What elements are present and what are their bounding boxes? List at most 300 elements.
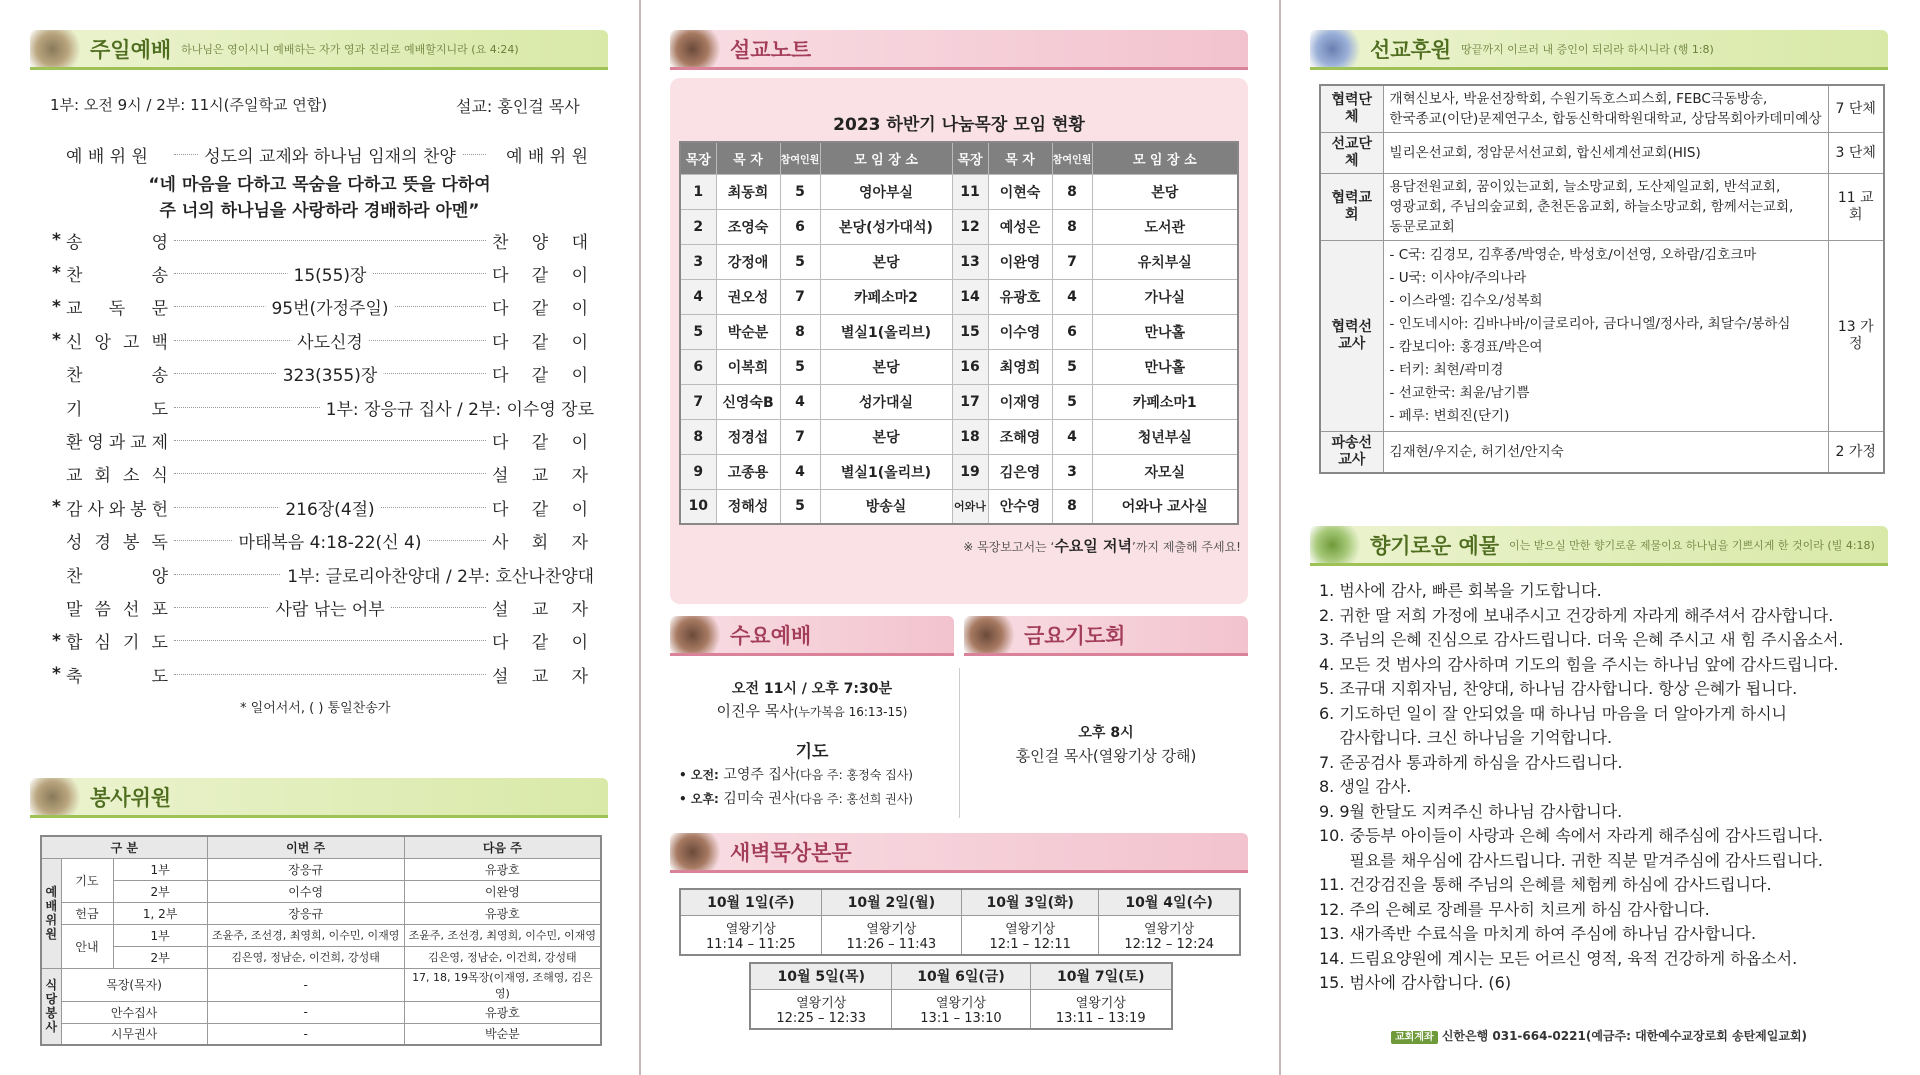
order-item-char: 사	[87, 499, 104, 520]
mission-line: 동문로교회	[1389, 219, 1455, 235]
mission-line: - 선교한국: 최윤/남기쁨	[1389, 385, 1530, 401]
order-item-char: 경	[94, 533, 111, 554]
moksang-cell: 본당	[820, 349, 952, 384]
mission-line: 빌리온선교회, 정암문서선교회, 합신세계선교회(HIS)	[1389, 145, 1701, 161]
order-item-char: 다	[492, 432, 509, 453]
order-item-char: 교	[531, 599, 549, 620]
order-item-name	[66, 294, 168, 319]
mission-line: 용담전원교회, 꿈이있는교회, 늘소망교회, 도산제일교회, 반석교회,	[1389, 179, 1781, 195]
order-leader	[174, 332, 486, 353]
mission-line: - 인도네시아: 김바나바/이글로리아, 금다니엘/정사라, 최달수/봉하심	[1389, 316, 1791, 332]
stand-mark: *	[52, 497, 61, 518]
order-item-char: 다	[492, 633, 509, 654]
column-right	[1281, 0, 1920, 1075]
order-leader	[174, 473, 486, 474]
moksang-cell: 이재영	[988, 384, 1052, 419]
mission-line: - C국: 김경모, 김후종/박영순, 박성호/이선영, 오하람/김호크마	[1389, 247, 1757, 263]
order-item-leader	[492, 361, 588, 386]
moksang-cell: 3	[1052, 454, 1092, 489]
order-item-char: 이	[571, 633, 588, 654]
servers-cat: 목장(목자)	[61, 968, 207, 1001]
header-photo-icon	[1310, 526, 1366, 565]
order-item-leader	[492, 495, 588, 520]
order-item-char: 이	[571, 332, 588, 353]
order-leader	[174, 399, 594, 420]
moksang-cell: 7	[780, 419, 820, 454]
column-middle	[641, 0, 1279, 1075]
order-item-char: 기	[123, 633, 140, 654]
offering-item: 감사합니다. 크신 하나님을 기억합니다.	[1319, 728, 1613, 747]
offering-item: 7. 준공검사 통과하게 하심을 감사드립니다.	[1319, 752, 1623, 772]
order-row	[52, 593, 588, 621]
order-item-char: 성	[66, 533, 83, 554]
mission-category: 파송선교사	[1320, 432, 1383, 474]
moksang-cell: 유치부실	[1092, 244, 1238, 279]
order-leader	[174, 499, 486, 520]
mission-names	[1383, 432, 1828, 474]
order-item-char: 찬	[66, 265, 83, 286]
mission-names	[1383, 133, 1828, 174]
order-item-leader	[492, 261, 588, 286]
order-item-char: 헌	[151, 499, 168, 520]
worship-times: 1부: 오전 9시 / 2부: 11시(주일학교 연합)	[50, 96, 328, 114]
dawn-passage	[750, 989, 892, 1029]
offering-verse: 이는 받으실 만한 향기로운 제물이요 하나님을 기쁘시게 한 것이라 (빌 4:18)	[1509, 538, 1875, 552]
moksang-cell: 최동희	[716, 174, 780, 209]
mission-title: 선교후원	[1370, 37, 1452, 62]
offering-item: 9. 9월 한달도 지켜주신 하나님 감사합니다.	[1319, 801, 1623, 821]
sermon-table-title: 2023 하반기 나눔목장 모임 현황	[833, 115, 1085, 135]
servers-next: 17, 18, 19목장(이재영, 조해영, 김은영)	[404, 968, 601, 1001]
mission-count: 11 교회	[1828, 174, 1884, 241]
offering-item: 11. 건강검진을 통해 주님의 은혜를 체험케 하심에 감사드립니다.	[1319, 875, 1772, 894]
servers-now: -	[207, 1001, 404, 1023]
moksang-row	[680, 174, 1238, 209]
servers-now: 장응규	[207, 902, 404, 924]
order-item-name	[66, 328, 168, 353]
intro-mid: 성도의 교제와 하나님 임재의 찬양	[198, 142, 462, 167]
sermon-note	[963, 535, 1241, 556]
mission-line: 개혁신보사, 박윤선장학회, 수원기독호스피스회, FEBC극동방송,	[1389, 91, 1768, 107]
moksang-cell: 7	[1052, 244, 1092, 279]
intro-line	[52, 140, 588, 168]
order-item-detail: 1부: 장응규 집사 / 2부: 이수영 장로	[320, 395, 594, 420]
order-item-char: 설	[492, 666, 509, 687]
servers-cat: 시무권사	[61, 1023, 207, 1045]
intro-left: 예 배 위 원	[66, 146, 148, 167]
wednesday-title: 수요예배	[730, 623, 812, 648]
moksang-cell: 박순분	[716, 314, 780, 349]
mission-table	[1319, 84, 1885, 474]
mok-head: 참여인원	[1052, 142, 1092, 174]
servers-sub: 2부	[113, 880, 207, 902]
moksang-cell: 1	[680, 174, 716, 209]
order-item-char: 백	[151, 332, 168, 353]
offering-item: 13. 새가족반 수료식을 마치게 하여 주심에 하나님 감사합니다.	[1319, 924, 1757, 943]
order-item-leader	[492, 662, 588, 687]
header-photo-icon	[670, 833, 726, 872]
moksang-cell: 19	[952, 454, 988, 489]
servers-sub: 2부	[113, 946, 207, 968]
moksang-cell: 조해영	[988, 419, 1052, 454]
order-item-name	[66, 628, 168, 653]
dawn-passage	[1030, 989, 1172, 1029]
order-item-char: 식	[151, 466, 168, 487]
moksang-cell: 4	[1052, 419, 1092, 454]
moksang-cell: 6	[1052, 314, 1092, 349]
dawn-book: 열왕기상	[866, 921, 917, 937]
order-item-char: 도	[151, 633, 168, 654]
header-photo-icon	[1310, 30, 1366, 69]
dawn-date: 10월 1일(주)	[680, 889, 821, 915]
mok-head: 모 임 장 소	[1092, 142, 1238, 174]
order-item-char: 같	[531, 499, 549, 520]
wednesday-header	[670, 616, 954, 656]
order-item-name	[66, 595, 168, 620]
order-item-char: 축	[66, 666, 83, 687]
moksang-cell: 4	[780, 454, 820, 489]
moksang-cell: 최영희	[988, 349, 1052, 384]
order-item-name	[66, 428, 168, 453]
order-note: * 일어서서, ( ) 통일찬송가	[240, 701, 391, 716]
moksang-cell: 15	[952, 314, 988, 349]
dawn-range: 13:1 – 13:10	[920, 1010, 1002, 1026]
order-item-char: 대	[571, 232, 588, 253]
sermon-header	[670, 30, 1248, 70]
order-item-char: 이	[571, 499, 588, 520]
mission-line: - 이스라엘: 김수오/성복희	[1389, 293, 1543, 309]
order-item-name	[66, 461, 168, 486]
order-item-char: 심	[94, 633, 111, 654]
order-item-char: 설	[492, 466, 509, 487]
order-row	[52, 493, 588, 521]
order-item-char: 문	[151, 299, 168, 320]
moksang-cell: 이완영	[988, 244, 1052, 279]
mission-verse: 땅끝까지 이르러 내 증인이 되리라 하시니라 (행 1:8)	[1461, 42, 1714, 56]
mission-row	[1320, 241, 1884, 432]
order-item-char: 다	[492, 332, 509, 353]
moksang-cell: 8	[1052, 209, 1092, 244]
order-item-char: 소	[123, 466, 140, 487]
servers-sub: 1부	[113, 924, 207, 946]
order-item-char: 양	[151, 566, 168, 587]
order-item-char: 앙	[94, 332, 111, 353]
order-row	[52, 527, 588, 555]
order-item-detail: 사람 낚는 어부	[269, 595, 390, 620]
order-item-char: 송	[66, 232, 83, 253]
order-leader	[174, 640, 486, 641]
worship-verse: 하나님은 영이시니 예배하는 자가 영과 진리로 예배할지니라 (요 4:24)	[181, 42, 519, 56]
moksang-cell: 어와나	[952, 489, 988, 524]
order-item-detail: 15(55)장	[288, 261, 373, 286]
order-item-leader	[492, 428, 588, 453]
order-item-char: 이	[571, 265, 588, 286]
friday-header	[964, 616, 1248, 656]
moksang-cell: 10	[680, 489, 716, 524]
moksang-cell: 김은영	[988, 454, 1052, 489]
moksang-cell: 카페소마1	[1092, 384, 1238, 419]
order-item-char: 송	[151, 265, 168, 286]
worship-header	[30, 30, 608, 70]
dawn-passage	[680, 915, 821, 955]
mission-row	[1320, 133, 1884, 174]
order-item-char: 같	[531, 332, 549, 353]
order-item-leader	[492, 628, 588, 653]
am-name: 고영주 집사	[723, 767, 796, 783]
moksang-cell: 5	[780, 174, 820, 209]
stand-mark: *	[52, 230, 61, 250]
moksang-cell: 권오성	[716, 279, 780, 314]
mission-line: 김재현/우지순, 허기선/안지숙	[1389, 444, 1564, 460]
moksang-cell: 5	[780, 244, 820, 279]
servers-now: 이수영	[207, 880, 404, 902]
order-item-char: 도	[151, 399, 168, 420]
mok-head: 목장	[952, 142, 988, 174]
order-item-char: 양	[531, 232, 549, 253]
order-item-leader	[492, 328, 588, 353]
mission-line: 한국종교(이단)문제연구소, 합동신학대학원대학교, 상담목회아카데미예상	[1389, 111, 1822, 127]
dawn-book: 열왕기상	[1005, 921, 1056, 937]
dawn-date: 10월 3일(화)	[962, 889, 1099, 915]
moksang-cell: 8	[680, 419, 716, 454]
servers-cat: 헌금	[61, 902, 113, 924]
dawn-range: 11:26 – 11:43	[846, 936, 937, 952]
servers-next: 이완영	[404, 880, 601, 902]
header-photo-icon	[30, 778, 86, 817]
order-leader	[174, 299, 486, 320]
stand-mark: *	[52, 330, 61, 351]
pm-name: 김미숙 권사	[723, 791, 796, 807]
order-item-char: 감	[66, 499, 83, 520]
mission-row	[1320, 432, 1884, 474]
mission-names	[1383, 85, 1828, 133]
mission-line: - 페루: 변희진(단기)	[1389, 408, 1510, 424]
order-item-name	[66, 228, 168, 253]
friday-preacher: 홍인걸 목사(열왕기상 강해)	[1015, 747, 1197, 765]
offering-item: 12. 주의 은혜로 장례를 무사히 치르게 하심 감사합니다.	[1319, 899, 1710, 919]
order-item-name	[66, 361, 168, 386]
dawn-book: 열왕기상	[1075, 995, 1126, 1011]
order-item-char: 다	[492, 366, 509, 387]
moksang-row	[680, 349, 1238, 384]
order-item-char: 영	[87, 432, 104, 453]
order-item-char: 도	[151, 666, 168, 687]
order-item-leader	[492, 228, 588, 253]
order-item-char: 자	[571, 666, 588, 687]
order-item-char: 같	[531, 265, 549, 286]
moksang-cell: 성가대실	[820, 384, 952, 419]
order-row	[52, 259, 588, 287]
moksang-cell: 이수영	[988, 314, 1052, 349]
sermon-note-bold: 수요일 저녁	[1054, 537, 1132, 555]
moksang-cell: 만나홀	[1092, 349, 1238, 384]
account-badge: 교회계좌	[1391, 1031, 1438, 1044]
moksang-cell: 4	[780, 384, 820, 419]
mission-line: 영광교회, 주님의숲교회, 춘천돈움교회, 하늘소망교회, 함께서는교회,	[1389, 199, 1794, 215]
servers-cat: 안수집사	[61, 1001, 207, 1023]
servers-title: 봉사위원	[90, 785, 172, 810]
order-item-char: 교	[130, 432, 147, 453]
order-item-leader	[492, 461, 588, 486]
order-leader	[174, 240, 486, 241]
dawn-range: 13:11 – 13:19	[1055, 1010, 1146, 1026]
motto-line-1: “네 마음을 다하고 목숨을 다하고 뜻을 다하여	[148, 175, 491, 195]
order-item-name	[66, 495, 168, 520]
moksang-cell: 만나홀	[1092, 314, 1238, 349]
moksang-cell: 8	[1052, 489, 1092, 524]
order-item-char: 같	[531, 299, 549, 320]
order-leader	[174, 674, 486, 675]
wednesday-am	[679, 764, 913, 784]
order-item-char: 교	[66, 466, 83, 487]
order-item-leader	[492, 294, 588, 319]
moksang-cell: 안수영	[988, 489, 1052, 524]
account-line	[1391, 1027, 1807, 1044]
dawn-date: 10월 5일(목)	[750, 963, 892, 989]
moksang-cell: 5	[780, 489, 820, 524]
mok-head: 목 자	[716, 142, 780, 174]
offering-item: 14. 드림요양원에 계시는 모든 어르신 영적, 육적 건강하게 하옵소서.	[1319, 948, 1798, 968]
dawn-range: 12:1 – 12:11	[989, 936, 1071, 952]
moksang-cell: 강정애	[716, 244, 780, 279]
dawn-date: 10월 7일(토)	[1030, 963, 1172, 989]
order-row	[52, 560, 594, 588]
servers-now: 김은영, 정남순, 이건희, 강성태	[207, 946, 404, 968]
mission-row	[1320, 174, 1884, 241]
order-leader	[174, 599, 486, 620]
order-item-char: 찬	[66, 366, 83, 387]
servers-group-2: 식당봉사	[41, 968, 61, 1045]
order-item-detail: 마태복음 4:18-22(신 4)	[233, 528, 428, 553]
order-item-char: 같	[531, 633, 549, 654]
moksang-cell: 별실1(올리브)	[820, 454, 952, 489]
moksang-cell: 3	[680, 244, 716, 279]
order-item-char: 독	[151, 533, 168, 554]
moksang-cell: 5	[780, 349, 820, 384]
moksang-row	[680, 209, 1238, 244]
order-item-leader	[492, 528, 588, 553]
order-item-char: 교	[531, 666, 549, 687]
order-item-char: 교	[531, 466, 549, 487]
wed-fri-divider	[959, 668, 960, 818]
worship-title: 주일예배	[90, 37, 172, 62]
header-photo-icon	[964, 616, 1020, 655]
stand-mark: *	[52, 263, 61, 284]
order-item-char: 이	[571, 299, 588, 320]
moksang-cell: 11	[952, 174, 988, 209]
am-label: • 오전:	[679, 768, 719, 782]
friday-title: 금요기도회	[1024, 623, 1126, 648]
order-item-char: 자	[571, 599, 588, 620]
order-item-char: 송	[151, 366, 168, 387]
moksang-cell: 6	[680, 349, 716, 384]
order-row	[52, 293, 588, 321]
servers-next: 유광호	[404, 902, 601, 924]
moksang-row	[680, 279, 1238, 314]
moksang-cell: 4	[680, 279, 716, 314]
sermon-note-pre: ※ 목장보고서는 ‘	[963, 540, 1055, 554]
mok-head: 목장	[680, 142, 716, 174]
offering-item: 8. 생일 감사.	[1319, 777, 1412, 796]
moksang-row	[680, 314, 1238, 349]
mission-category: 협력선교사	[1320, 241, 1383, 432]
dawn-range: 11:14 – 11:25	[705, 936, 796, 952]
offering-item: 1. 범사에 감사, 빠른 회복을 기도합니다.	[1319, 581, 1602, 600]
motto-line-2: 주 너의 하나님을 사랑하라 경배하라 아멘”	[159, 201, 480, 221]
order-item-char: 합	[66, 633, 83, 654]
dawn-range: 12:12 – 12:24	[1124, 936, 1215, 952]
dawn-date: 10월 6일(금)	[892, 963, 1030, 989]
mission-line: - 터키: 최현/곽미경	[1389, 362, 1504, 378]
order-item-char: 포	[151, 599, 168, 620]
wednesday-preacher: 이진우 목사	[716, 702, 794, 720]
header-photo-icon	[670, 30, 726, 69]
servers-next: 박순분	[404, 1023, 601, 1045]
moksang-cell: 이현숙	[988, 174, 1052, 209]
order-item-detail: 323(355)장	[277, 361, 384, 386]
moksang-cell: 12	[952, 209, 988, 244]
account-text: 신한은행 031-664-0221(예금주: 대한예수교장로회 송탄제일교회)	[1441, 1029, 1808, 1043]
servers-now: -	[207, 968, 404, 1001]
dawn-passage	[1099, 915, 1240, 955]
moksang-cell: 별실1(올리브)	[820, 314, 952, 349]
mission-category: 선교단체	[1320, 133, 1383, 174]
mission-count: 7 단체	[1828, 85, 1884, 133]
am-next: (다음 주: 홍정숙 집사)	[795, 768, 913, 782]
servers-sub: 1, 2부	[113, 902, 207, 924]
offering-title: 향기로운 예물	[1370, 533, 1500, 558]
servers-now: -	[207, 1023, 404, 1045]
order-item-char: 과	[108, 432, 126, 453]
moksang-cell: 어와나 교사실	[1092, 489, 1238, 524]
dawn-date: 10월 2일(월)	[821, 889, 961, 915]
offering-header	[1310, 526, 1888, 566]
moksang-table	[679, 141, 1239, 525]
moksang-row	[680, 489, 1238, 524]
moksang-cell: 본당	[820, 419, 952, 454]
moksang-cell: 14	[952, 279, 988, 314]
order-item-char: 영	[151, 232, 168, 253]
mission-names	[1383, 174, 1828, 241]
offering-item: 15. 범사에 감사합니다. (6)	[1319, 973, 1512, 992]
worship-preacher: 설교: 홍인걸 목사	[456, 97, 580, 116]
moksang-cell: 방송실	[820, 489, 952, 524]
intro-right: 예 배 위 원	[506, 146, 588, 167]
order-item-name	[66, 662, 168, 687]
moksang-cell: 예성은	[988, 209, 1052, 244]
order-item-char: 봉	[130, 499, 147, 520]
order-row	[52, 226, 588, 254]
servers-cat: 안내	[61, 924, 113, 968]
dawn-book: 열왕기상	[725, 921, 776, 937]
moksang-cell: 자모실	[1092, 454, 1238, 489]
stand-mark: *	[52, 296, 61, 317]
moksang-cell: 본당(성가대석)	[820, 209, 952, 244]
mok-head: 참여인원	[780, 142, 820, 174]
pm-next: (다음 주: 홍선희 권사)	[795, 792, 913, 806]
order-row	[52, 426, 588, 454]
order-item-char: 신	[66, 332, 83, 353]
mission-category: 협력교회	[1320, 174, 1383, 241]
moksang-cell: 16	[952, 349, 988, 384]
servers-table	[40, 835, 602, 1046]
order-item-char: 다	[492, 265, 509, 286]
dawn-date: 10월 4일(수)	[1099, 889, 1240, 915]
moksang-cell: 9	[680, 454, 716, 489]
moksang-cell: 조영숙	[716, 209, 780, 244]
moksang-cell: 17	[952, 384, 988, 419]
order-item-char: 같	[531, 366, 549, 387]
